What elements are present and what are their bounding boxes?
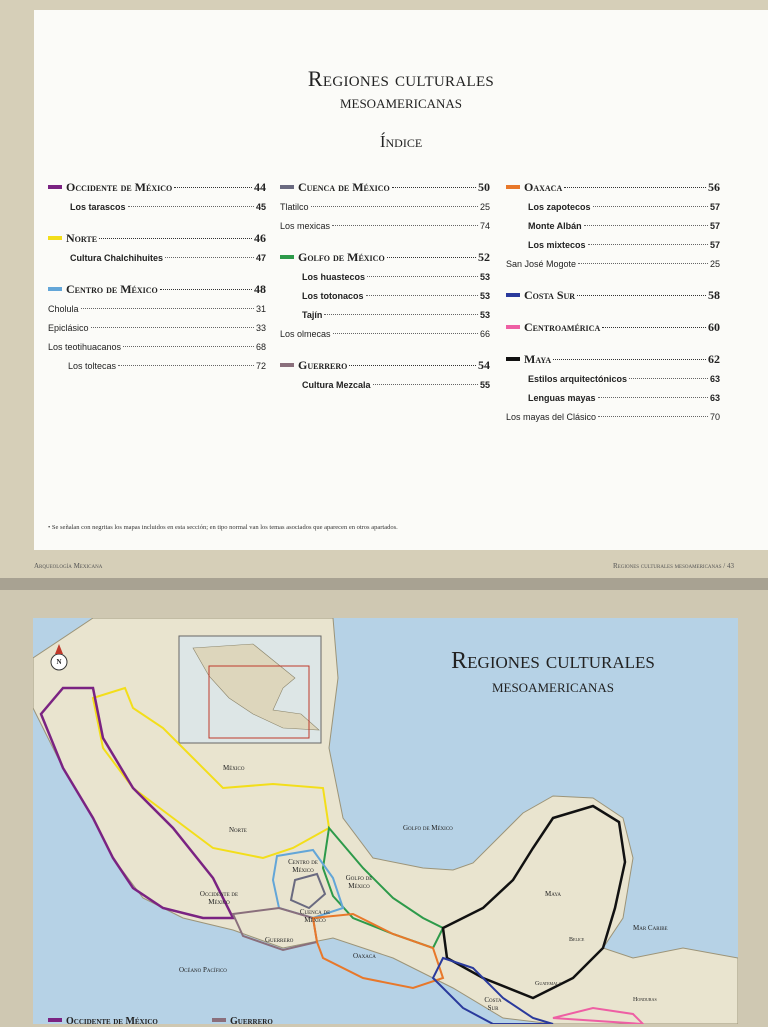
index-section-heading[interactable]: [280, 358, 490, 376]
index-entry[interactable]: [48, 300, 266, 319]
label-occidente: Occidente de México: [199, 890, 239, 906]
leader-dots: [387, 257, 476, 258]
leader-dots: [577, 295, 706, 296]
label-centro: Centro de México: [288, 858, 318, 874]
section-label: Guerrero: [298, 358, 348, 372]
section-label: Costa Sur: [524, 288, 576, 302]
index-entry[interactable]: [506, 370, 720, 389]
entry-label: Los olmecas: [280, 329, 331, 339]
region-color-swatch: [280, 255, 294, 259]
index-section: [506, 180, 720, 274]
leader-dots: [598, 416, 708, 417]
leader-dots: [123, 346, 254, 347]
leader-dots: [165, 257, 254, 258]
section-page-number: 56: [708, 180, 720, 194]
index-section: [280, 180, 490, 236]
index-entry[interactable]: [280, 376, 490, 395]
section-page-number: 52: [478, 250, 490, 264]
entry-page-number: 33: [255, 323, 266, 333]
page-gap: [0, 578, 768, 590]
entry-page-number: 55: [479, 380, 490, 390]
index-section: [280, 358, 490, 395]
index-entry[interactable]: [48, 338, 266, 357]
leader-dots: [553, 359, 706, 360]
entry-page-number: 45: [255, 202, 266, 212]
index-entry[interactable]: [506, 389, 720, 408]
index-section-heading[interactable]: [280, 180, 490, 198]
index-entry[interactable]: [48, 198, 266, 217]
index-entry[interactable]: [506, 236, 720, 255]
leader-dots: [333, 333, 478, 334]
index-section: [506, 352, 720, 427]
label-belice: Belice: [569, 937, 585, 943]
label-oaxaca: Oaxaca: [353, 952, 376, 960]
entry-page-number: 57: [709, 221, 720, 231]
entry-label: Tlatilco: [280, 202, 309, 212]
section-page-number: 48: [254, 282, 266, 296]
entry-page-number: 68: [255, 342, 266, 352]
entry-page-number: 66: [479, 329, 490, 339]
index-entry[interactable]: [48, 357, 266, 376]
entry-label: Estilos arquitectónicos: [528, 374, 628, 384]
label-guerrero: Guerrero: [265, 936, 294, 944]
section-page-number: 60: [708, 320, 720, 334]
entry-page-number: 63: [709, 374, 720, 384]
index-entry[interactable]: [48, 319, 266, 338]
leader-dots: [584, 225, 708, 226]
leader-dots: [598, 397, 708, 398]
entry-label: Los teotihuacanos: [48, 342, 122, 352]
index-column-1: [48, 180, 266, 390]
region-color-swatch: [48, 185, 62, 189]
section-page-number: 62: [708, 352, 720, 366]
entry-page-number: 25: [709, 259, 720, 269]
section-page-number: 46: [254, 231, 266, 245]
entry-label: Cultura Chalchihuites: [70, 253, 164, 263]
index-section: [48, 231, 266, 268]
entry-page-number: 63: [709, 393, 720, 403]
section-label: Centro de México: [66, 282, 158, 296]
region-color-swatch: [48, 236, 62, 240]
entry-page-number: 53: [479, 291, 490, 301]
leader-dots: [91, 327, 254, 328]
label-honduras: Honduras: [633, 997, 657, 1003]
entry-page-number: 72: [255, 361, 266, 371]
entry-page-number: 57: [709, 202, 720, 212]
leader-dots: [373, 384, 478, 385]
leader-dots: [174, 187, 252, 188]
compass-label: N: [56, 658, 62, 666]
footnote: • Se señalan con negritas los mapas incluidos en esta sección; en tipo normal van los temas asociados que aparecen en otros apartados.: [48, 524, 398, 531]
entry-label: Los totonacos: [302, 291, 364, 301]
entry-page-number: 47: [255, 253, 266, 263]
leader-dots: [392, 187, 476, 188]
label-mexico: México: [223, 764, 245, 772]
index-entry[interactable]: [280, 198, 490, 217]
entry-label: Lenguas mayas: [528, 393, 596, 403]
map-page: [0, 590, 768, 1027]
index-entry[interactable]: [280, 306, 490, 325]
region-color-swatch: [506, 325, 520, 329]
entry-label: Los mixtecos: [528, 240, 586, 250]
entry-page-number: 53: [479, 272, 490, 282]
section-page-number: 44: [254, 180, 266, 194]
index-paper: [34, 10, 768, 550]
entry-label: Cholula: [48, 304, 79, 314]
index-section: [48, 180, 266, 217]
section-label: Cuenca de México: [298, 180, 390, 194]
leader-dots: [118, 365, 254, 366]
label-oceano: Océano Pacífico: [179, 966, 227, 974]
entry-label: San José Mogote: [506, 259, 577, 269]
region-color-swatch: [506, 185, 520, 189]
entry-label: Epiclásico: [48, 323, 89, 333]
section-label: Maya: [524, 352, 552, 366]
index-column-3: [506, 180, 720, 441]
entry-page-number: 25: [479, 202, 490, 212]
legend-label: Guerrero: [230, 1016, 273, 1027]
section-page-number: 58: [708, 288, 720, 302]
entry-label: Los tarascos: [70, 202, 126, 212]
label-cuenca: Cuenca de México: [299, 908, 331, 924]
leader-dots: [99, 238, 252, 239]
index-entry[interactable]: [506, 408, 720, 427]
region-color-swatch: [280, 363, 294, 367]
index-entry[interactable]: [280, 217, 490, 236]
region-color-swatch: [506, 293, 520, 297]
entry-page-number: 31: [255, 304, 266, 314]
running-head-right: Regiones culturales mesoamericanas / 43: [613, 562, 734, 570]
index-section-heading[interactable]: [506, 352, 720, 370]
index-section-heading[interactable]: [48, 231, 266, 249]
leader-dots: [367, 276, 478, 277]
index-section-heading[interactable]: [48, 282, 266, 300]
index-section: [506, 288, 720, 306]
entry-label: Los zapotecos: [528, 202, 591, 212]
label-golfo-region: Golfo de México: [345, 874, 373, 890]
entry-label: Monte Albán: [528, 221, 582, 231]
index-entry[interactable]: [506, 217, 720, 236]
index-subtitle: Índice: [379, 132, 423, 151]
section-label: Golfo de México: [298, 250, 385, 264]
leader-dots: [602, 327, 706, 328]
index-entry[interactable]: [506, 255, 720, 274]
legend-swatch: [48, 1018, 62, 1022]
leader-dots: [332, 225, 478, 226]
leader-dots: [593, 206, 708, 207]
region-color-swatch: [506, 357, 520, 361]
label-costa-sur: Costa Sur: [484, 996, 502, 1012]
index-entry[interactable]: [506, 198, 720, 217]
entry-label: Tajín: [302, 310, 323, 320]
leader-dots: [578, 263, 708, 264]
entry-label: Los mayas del Clásico: [506, 412, 597, 422]
section-label: Oaxaca: [524, 180, 563, 194]
legend-swatch: [212, 1018, 226, 1022]
regions-map: [33, 618, 738, 1024]
index-title-line1: Regiones culturales: [307, 66, 495, 91]
legend-label: Occidente de México: [66, 1016, 158, 1027]
leader-dots: [324, 314, 478, 315]
index-entry[interactable]: [280, 325, 490, 344]
index-section-heading[interactable]: [280, 250, 490, 268]
entry-label: Cultura Mezcala: [302, 380, 371, 390]
entry-page-number: 57: [709, 240, 720, 250]
section-label: Centroamérica: [524, 320, 601, 334]
leader-dots: [311, 206, 478, 207]
index-section-heading[interactable]: [48, 180, 266, 198]
index-section: [506, 320, 720, 338]
index-column-2: [280, 180, 490, 409]
leader-dots: [564, 187, 706, 188]
leader-dots: [349, 365, 476, 366]
map-title-line1: Regiones culturales: [451, 648, 655, 674]
entry-label: Los toltecas: [68, 361, 117, 371]
index-section: [48, 282, 266, 376]
entry-label: Los mexicas: [280, 221, 331, 231]
label-guatemala: Guatemala: [535, 981, 562, 987]
index-section-heading[interactable]: [506, 288, 720, 306]
index-section-heading[interactable]: [506, 320, 720, 338]
index-section-heading[interactable]: [506, 180, 720, 198]
entry-label: Los huastecos: [302, 272, 366, 282]
label-norte: Norte: [229, 826, 247, 834]
leader-dots: [366, 295, 478, 296]
entry-page-number: 70: [709, 412, 720, 422]
section-page-number: 54: [478, 358, 490, 372]
legend-item-occidente: [48, 1016, 158, 1027]
entry-page-number: 53: [479, 310, 490, 320]
label-maya: Maya: [545, 890, 562, 898]
legend-item-guerrero: [212, 1016, 273, 1027]
leader-dots: [81, 308, 254, 309]
map-title-line2: mesoamericanas: [491, 676, 615, 697]
leader-dots: [629, 378, 708, 379]
index-section: [280, 250, 490, 344]
index-title-line2: mesoamericanas: [339, 92, 463, 113]
label-mar-caribe: Mar Caribe: [633, 924, 668, 932]
section-page-number: 50: [478, 180, 490, 194]
running-head-left: Arqueología Mexicana: [34, 562, 103, 570]
index-entry[interactable]: [280, 268, 490, 287]
entry-page-number: 74: [479, 221, 490, 231]
region-color-swatch: [280, 185, 294, 189]
index-entry[interactable]: [48, 249, 266, 268]
section-label: Occidente de México: [66, 180, 173, 194]
section-label: Norte: [66, 231, 98, 245]
label-golfo-mar: Golfo de México: [403, 824, 453, 832]
leader-dots: [160, 289, 252, 290]
region-color-swatch: [48, 287, 62, 291]
index-entry[interactable]: [280, 287, 490, 306]
leader-dots: [128, 206, 254, 207]
leader-dots: [588, 244, 708, 245]
